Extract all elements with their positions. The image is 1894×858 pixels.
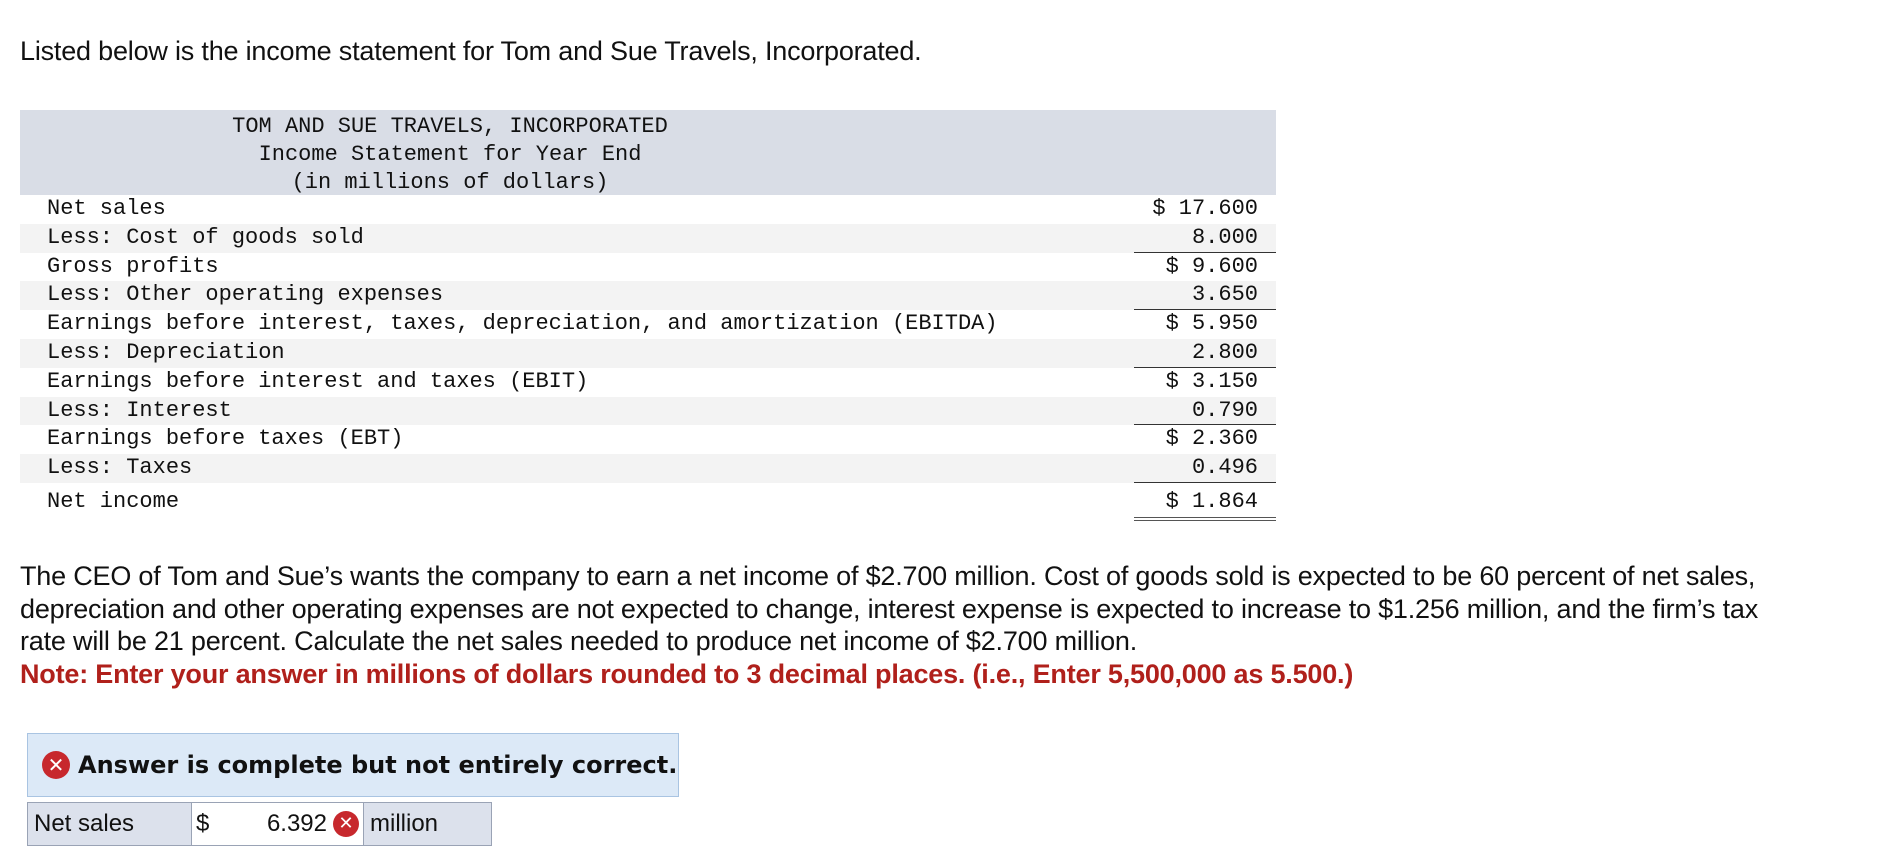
row-value: $ 2.360: [1134, 425, 1276, 454]
answer-unit: million: [364, 802, 492, 846]
table-row: [20, 195, 1276, 224]
row-label: Earnings before interest, taxes, depreciation, and amortization (EBITDA): [47, 311, 998, 337]
table-row: [20, 339, 1276, 368]
table-row: [20, 397, 1276, 426]
row-value: 0.496: [1134, 454, 1276, 483]
answer-label: Net sales: [27, 802, 192, 846]
table-row: [20, 483, 1276, 521]
feedback-message: Answer is complete but not entirely correct.: [78, 751, 678, 779]
question-block: [20, 560, 1780, 690]
row-value: 8.000: [1134, 224, 1276, 253]
incorrect-icon: ✕: [333, 811, 359, 837]
table-row: [20, 224, 1276, 253]
question-note: Note: Enter your answer in millions of dollars rounded to 3 decimal places. (i.e., Enter 5,500,000 as 5.500.): [20, 658, 1354, 689]
row-value: $ 9.600: [1134, 253, 1276, 282]
currency-symbol: $: [196, 810, 210, 837]
answer-row: [27, 802, 492, 846]
feedback-banner: [27, 733, 679, 797]
income-statement-table: [20, 110, 1276, 521]
row-value: 3.650: [1134, 281, 1276, 310]
row-label: Less: Cost of goods sold: [47, 224, 364, 250]
row-label: Less: Taxes: [47, 455, 193, 481]
row-label: Net sales: [47, 196, 166, 221]
row-value: $ 5.950: [1134, 310, 1276, 339]
table-row: [20, 281, 1276, 310]
row-value: $ 3.150: [1134, 368, 1276, 397]
row-label: Earnings before taxes (EBT): [47, 426, 404, 452]
row-value: 0.790: [1134, 397, 1276, 426]
table-row: [20, 310, 1276, 339]
row-label: Earnings before interest and taxes (EBIT): [47, 368, 589, 394]
intro-text: Listed below is the income statement for Tom and Sue Travels, Incorporated.: [20, 36, 922, 66]
statement-units: (in millions of dollars): [291, 170, 609, 195]
row-value: $ 17.600: [1134, 195, 1276, 224]
table-row: [20, 425, 1276, 454]
table-row: [20, 368, 1276, 397]
row-value: $ 1.864: [1134, 483, 1276, 521]
row-label: Less: Interest: [47, 397, 232, 423]
table-row: [20, 253, 1276, 282]
company-name: TOM AND SUE TRAVELS, INCORPORATED: [232, 114, 668, 139]
question-text: The CEO of Tom and Sue’s wants the company to earn a net income of $2.700 million. Cost of goods sold is expected to be 60 percent of net sales, depreciation and other operating expenses are not expected to change, interest expense is expected to increase to $1.256 million, and the firm’s tax rate will be 21 percent. Calculate the net sales needed to produce net income of $2.700 million.: [20, 561, 1759, 656]
statement-header: [20, 110, 1276, 195]
net-sales-input[interactable]: [192, 802, 364, 846]
answer-value[interactable]: 6.392: [266, 810, 327, 837]
row-label: Gross profits: [47, 253, 219, 279]
row-label: Less: Other operating expenses: [47, 282, 444, 308]
row-value: 2.800: [1134, 339, 1276, 368]
x-circle-icon: ✕: [42, 751, 70, 779]
row-label: Less: Depreciation: [47, 339, 285, 365]
statement-title: Income Statement for Year End: [258, 142, 642, 167]
row-label: Net income: [47, 488, 180, 514]
table-row: [20, 454, 1276, 483]
